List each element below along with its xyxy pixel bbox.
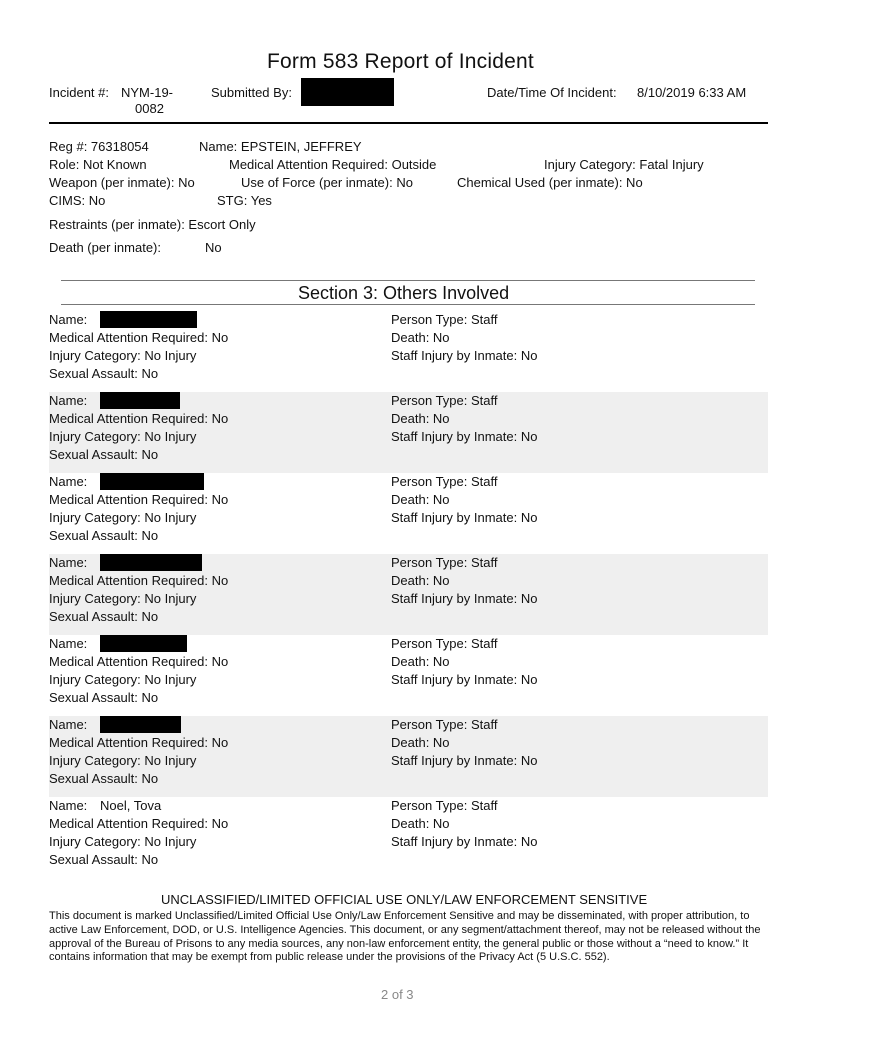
inmate-name: Name: EPSTEIN, JEFFREY <box>199 139 362 154</box>
inmate-cims: CIMS: No <box>49 193 106 208</box>
person-name-label: Name: <box>49 636 88 651</box>
person-record <box>49 392 768 473</box>
section-title: Section 3: Others Involved <box>298 283 510 303</box>
person-staff-injury: Staff Injury by Inmate: No <box>391 753 538 768</box>
person-record <box>49 473 768 554</box>
redaction-person-name <box>100 392 180 409</box>
person-name-value: Noel, Tova <box>100 798 162 813</box>
person-staff-injury: Staff Injury by Inmate: No <box>391 510 538 525</box>
inmate-death-value: No <box>205 240 222 255</box>
person-injury-category: Injury Category: No Injury <box>49 834 197 849</box>
person-name-label: Name: <box>49 798 88 813</box>
inmate-injury-category: Injury Category: Fatal Injury <box>544 157 704 172</box>
person-record <box>49 554 768 635</box>
person-type: Person Type: Staff <box>391 555 498 570</box>
inmate-restraints: Restraints (per inmate): Escort Only <box>49 217 256 232</box>
datetime-label: Date/Time Of Incident: <box>487 85 617 100</box>
person-injury-category: Injury Category: No Injury <box>49 753 197 768</box>
redaction-person-name <box>100 311 197 328</box>
person-name-label: Name: <box>49 717 88 732</box>
redaction-person-name <box>100 554 202 571</box>
inmate-death-label: Death (per inmate): <box>49 240 161 255</box>
person-injury-category: Injury Category: No Injury <box>49 672 197 687</box>
person-sexual-assault: Sexual Assault: No <box>49 528 159 543</box>
person-type: Person Type: Staff <box>391 312 498 327</box>
person-medical-attention: Medical Attention Required: No <box>49 735 229 750</box>
person-sexual-assault: Sexual Assault: No <box>49 852 159 867</box>
redaction-person-name <box>100 473 204 490</box>
person-death: Death: No <box>391 573 450 588</box>
person-record <box>49 635 768 716</box>
person-staff-injury: Staff Injury by Inmate: No <box>391 348 538 363</box>
person-death: Death: No <box>391 330 450 345</box>
person-medical-attention: Medical Attention Required: No <box>49 492 229 507</box>
section-top-rule <box>61 280 755 281</box>
person-injury-category: Injury Category: No Injury <box>49 348 197 363</box>
classification-banner: UNCLASSIFIED/LIMITED OFFICIAL USE ONLY/LAW ENFORCEMENT SENSITIVE <box>161 892 648 907</box>
person-staff-injury: Staff Injury by Inmate: No <box>391 591 538 606</box>
submitted-by-label: Submitted By: <box>211 85 292 100</box>
person-record <box>49 311 768 392</box>
incident-number-line1: NYM-19- <box>121 85 174 100</box>
page-title: Form 583 Report of Incident <box>267 50 534 73</box>
person-staff-injury: Staff Injury by Inmate: No <box>391 429 538 444</box>
person-name-label: Name: <box>49 393 88 408</box>
reg-number: Reg #: 76318054 <box>49 139 149 154</box>
person-type: Person Type: Staff <box>391 717 498 732</box>
person-staff-injury: Staff Injury by Inmate: No <box>391 834 538 849</box>
person-death: Death: No <box>391 735 450 750</box>
person-death: Death: No <box>391 492 450 507</box>
inmate-medical-attention: Medical Attention Required: Outside <box>229 157 437 172</box>
person-death: Death: No <box>391 816 450 831</box>
header-divider <box>49 122 768 124</box>
person-staff-injury: Staff Injury by Inmate: No <box>391 672 538 687</box>
person-sexual-assault: Sexual Assault: No <box>49 447 159 462</box>
person-death: Death: No <box>391 654 450 669</box>
datetime-value: 8/10/2019 6:33 AM <box>637 85 747 100</box>
person-name-label: Name: <box>49 312 88 327</box>
inmate-chemical-used: Chemical Used (per inmate): No <box>457 175 643 190</box>
inmate-stg: STG: Yes <box>217 193 272 208</box>
redaction-person-name <box>100 635 187 652</box>
person-name-label: Name: <box>49 474 88 489</box>
person-sexual-assault: Sexual Assault: No <box>49 690 159 705</box>
inmate-use-of-force: Use of Force (per inmate): No <box>241 175 413 190</box>
person-injury-category: Injury Category: No Injury <box>49 591 197 606</box>
person-injury-category: Injury Category: No Injury <box>49 429 197 444</box>
person-record <box>49 716 768 797</box>
inmate-weapon: Weapon (per inmate): No <box>49 175 195 190</box>
person-death: Death: No <box>391 411 450 426</box>
inmate-role: Role: Not Known <box>49 157 147 172</box>
incident-number-label: Incident #: <box>49 85 109 100</box>
person-name-label: Name: <box>49 555 88 570</box>
person-sexual-assault: Sexual Assault: No <box>49 366 159 381</box>
person-sexual-assault: Sexual Assault: No <box>49 771 159 786</box>
person-medical-attention: Medical Attention Required: No <box>49 411 229 426</box>
disclaimer-text: This document is marked Unclassified/Limited Official Use Only/Law Enforcement Sensitive and may be disseminated, with proper attribution, to active Law Enforcement, DOD, or U.S. Intelligence Agencies. This document, or any segment/attachment thereof, may not be released without the approval of the Bureau of Prisons to any media sources, any non-law enforcement entity, the general public or those without a “need to know.” It contains information that may be exempt from public release under the provisions of the Privacy Act (5 U.S.C. 552). <box>49 910 761 964</box>
person-record <box>49 797 768 878</box>
person-sexual-assault: Sexual Assault: No <box>49 609 159 624</box>
person-medical-attention: Medical Attention Required: No <box>49 330 229 345</box>
redaction-submitted-by <box>301 78 394 106</box>
person-medical-attention: Medical Attention Required: No <box>49 573 229 588</box>
person-type: Person Type: Staff <box>391 798 498 813</box>
person-medical-attention: Medical Attention Required: No <box>49 816 229 831</box>
person-injury-category: Injury Category: No Injury <box>49 510 197 525</box>
person-type: Person Type: Staff <box>391 636 498 651</box>
incident-number-line2: 0082 <box>135 101 164 116</box>
person-type: Person Type: Staff <box>391 474 498 489</box>
person-medical-attention: Medical Attention Required: No <box>49 654 229 669</box>
person-type: Person Type: Staff <box>391 393 498 408</box>
page-number: 2 of 3 <box>381 987 414 1002</box>
section-bottom-rule <box>61 304 755 305</box>
redaction-person-name <box>100 716 181 733</box>
